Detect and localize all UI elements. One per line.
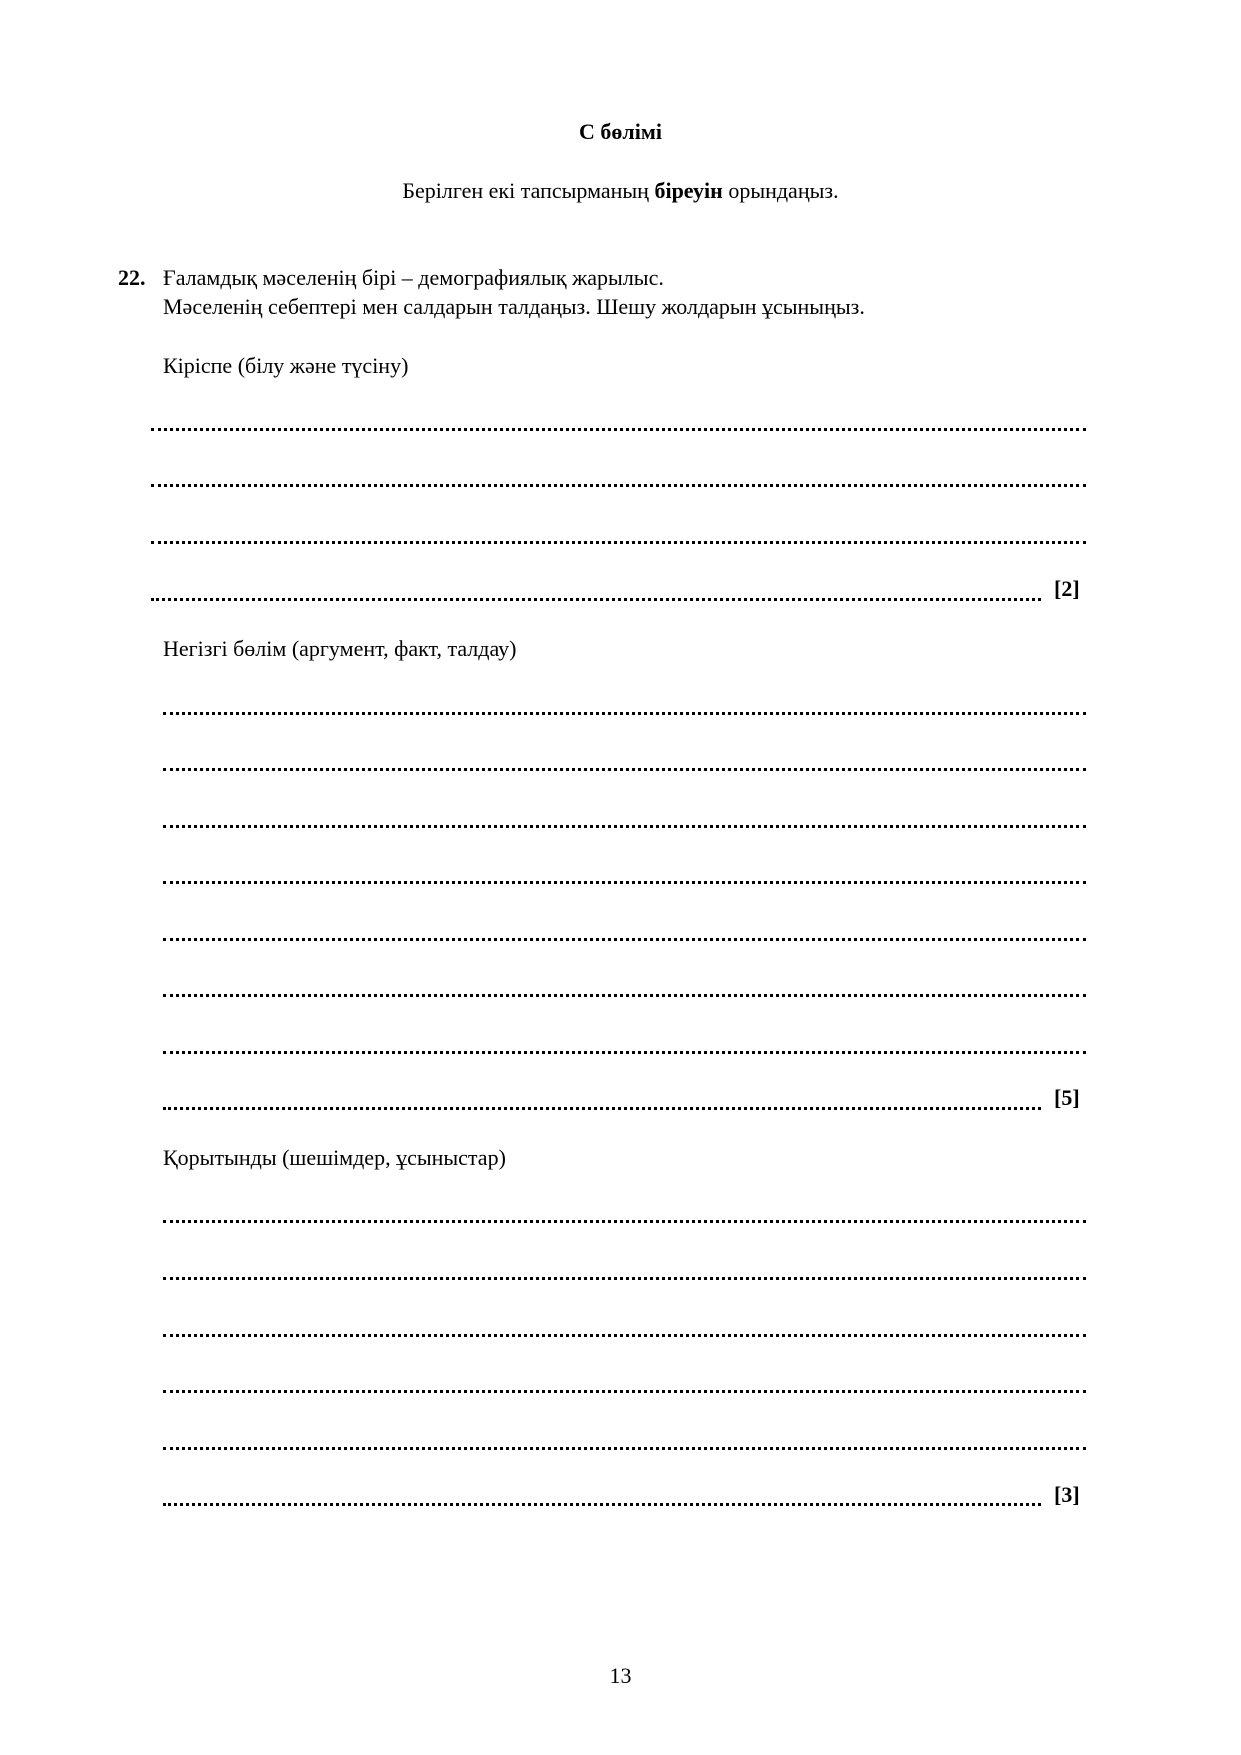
- answer-line[interactable]: [163, 1220, 1086, 1223]
- answer-line[interactable]: [151, 541, 1086, 544]
- part-conclusion-label: Қорытынды (шешімдер, ұсыныстар): [163, 1145, 506, 1170]
- part-intro-label: Кіріспе (білу және түсіну): [163, 353, 409, 378]
- part-main-marks: [5]: [1054, 1085, 1080, 1110]
- section-title: С бөлімі: [579, 119, 662, 144]
- instruction-after: орындаңыз.: [722, 178, 839, 203]
- answer-line[interactable]: [163, 1503, 1041, 1506]
- answer-line[interactable]: [151, 484, 1086, 487]
- answer-line[interactable]: [163, 1051, 1086, 1054]
- question-line-2: Мәселенің себептері мен салдарын талдаңыз. Шешу жолдарын ұсыныңыз.: [163, 294, 865, 319]
- answer-line[interactable]: [163, 938, 1086, 941]
- answer-line[interactable]: [151, 598, 1041, 601]
- answer-line[interactable]: [163, 768, 1086, 771]
- part-main-label: Негізгі бөлім (аргумент, факт, талдау): [163, 636, 517, 661]
- question-number: 22.: [118, 265, 146, 290]
- answer-line[interactable]: [163, 994, 1086, 997]
- instruction-text: [0, 177, 1241, 205]
- answer-line[interactable]: [163, 712, 1086, 715]
- answer-line[interactable]: [163, 1277, 1086, 1280]
- answer-line[interactable]: [163, 1107, 1041, 1110]
- instruction-emphasis: біреуін: [654, 178, 723, 203]
- instruction-before: Берілген екі тапсырманың: [402, 178, 655, 203]
- part-conclusion-marks: [3]: [1054, 1482, 1080, 1507]
- answer-line[interactable]: [151, 428, 1086, 431]
- answer-line[interactable]: [163, 825, 1086, 828]
- answer-line[interactable]: [163, 1390, 1086, 1393]
- answer-line[interactable]: [163, 1334, 1086, 1337]
- answer-line[interactable]: [163, 881, 1086, 884]
- question-line-1: Ғаламдық мәселенің бірі – демографиялық жарылыс.: [163, 265, 664, 290]
- answer-line[interactable]: [163, 1447, 1086, 1450]
- page-number: 13: [609, 1663, 632, 1688]
- part-intro-marks: [2]: [1054, 576, 1080, 601]
